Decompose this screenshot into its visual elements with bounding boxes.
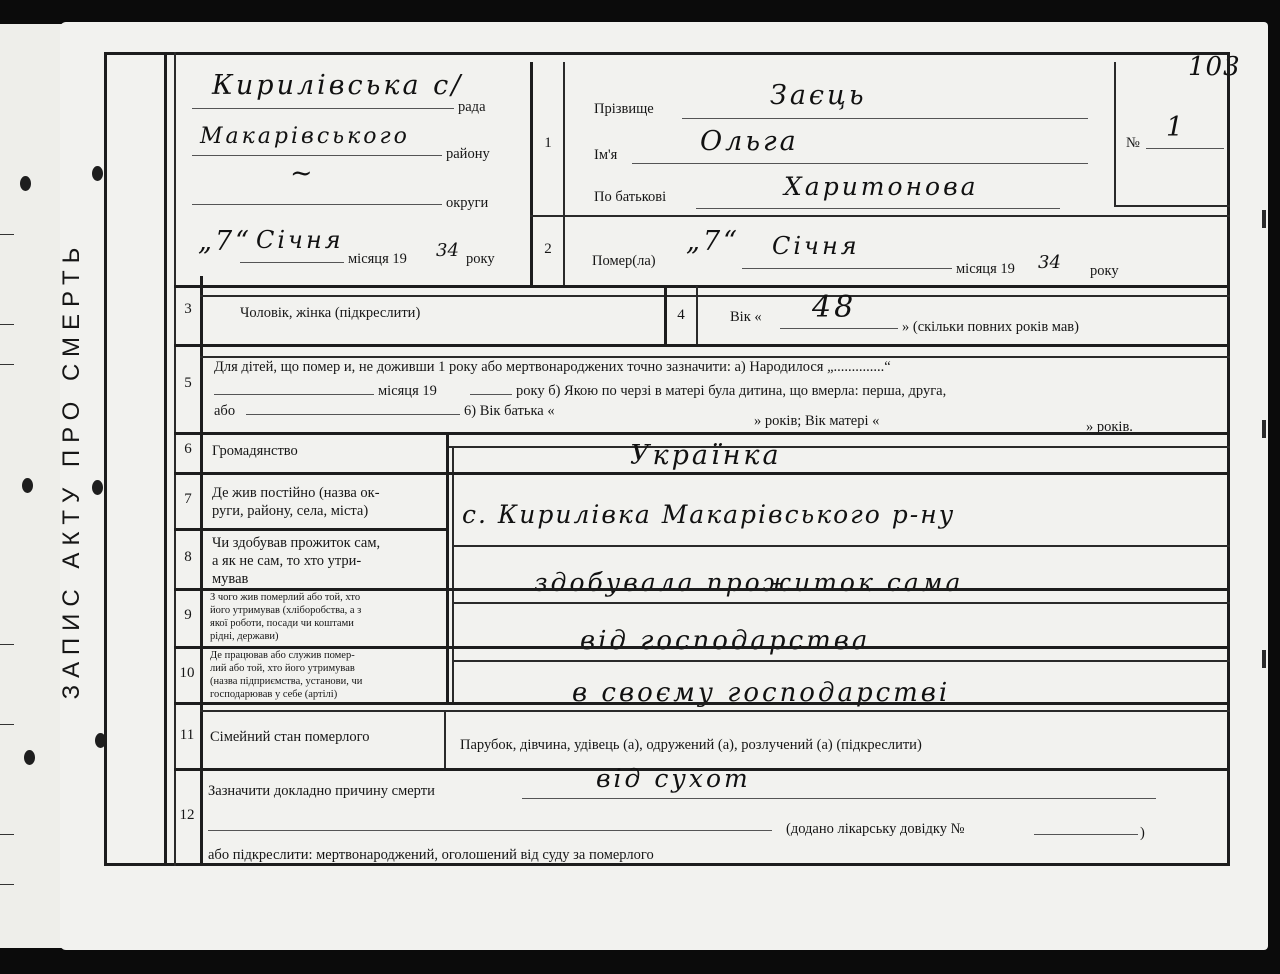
s5-blank: [246, 414, 460, 415]
cause-line: [208, 830, 772, 831]
page-number: 103: [1188, 52, 1241, 82]
citizenship-label: Громадянство: [212, 443, 298, 459]
title-column-border: [164, 52, 167, 866]
s5-or: або: [214, 403, 236, 419]
surname-line: [682, 118, 1088, 119]
date-year: 34: [436, 240, 459, 261]
okruga-label: округи: [446, 195, 489, 211]
cell-divider: [444, 710, 446, 768]
row-divider: [530, 215, 1230, 217]
row-divider: [200, 710, 1230, 712]
edge-mark: [1262, 650, 1266, 668]
section-number-7: 7: [184, 491, 192, 507]
residence-value: с. Кирилівка Макарівського р-ну: [462, 500, 956, 529]
cause-label: Зазначити докладно причину смерти: [208, 783, 435, 799]
patronymic-value: Харитонова: [784, 172, 979, 201]
died-day: „7“: [686, 226, 740, 257]
cell-divider: [664, 286, 667, 344]
livelihood-label: мував: [212, 571, 249, 587]
section-number-1: 1: [544, 135, 552, 151]
work-value: в своєму господарстві: [572, 678, 951, 708]
marital-options[interactable]: Парубок, дівчина, удівець (а), одружений (а), розлучений (а) (підкреслити): [460, 737, 922, 753]
work-label: лий або той, хто його утримував: [210, 663, 355, 674]
row-divider: [174, 432, 1230, 435]
previous-page-edge: [0, 24, 67, 948]
row-divider: [174, 588, 1230, 591]
cell-divider: [696, 286, 698, 344]
row-divider: [174, 528, 446, 531]
s5-years: » років; Вік матері «: [754, 413, 880, 429]
edge-mark: [1262, 210, 1266, 228]
row-divider: [452, 545, 1230, 547]
cause-line: [522, 798, 1156, 799]
header-divider: [530, 62, 533, 286]
council-label: рада: [458, 99, 486, 115]
row-divider: [174, 646, 1230, 649]
age-line: [780, 328, 898, 329]
row-divider: [174, 285, 1230, 288]
source-label: його утримував (хліборобства, а з: [210, 605, 362, 616]
section-number-6: 6: [184, 441, 192, 457]
binding-hole: [20, 176, 31, 191]
s5-month-label: місяця 19: [378, 383, 437, 399]
marital-label: Сімейний стан померлого: [210, 729, 370, 745]
patronymic-line: [696, 208, 1060, 209]
work-label: (назва підприємства, установи, чи: [210, 676, 363, 687]
s5-line2: року б) Якою по черзі в матері була дитина, що вмерла: перша, друга,: [516, 383, 947, 399]
s5-end: » років.: [1086, 419, 1133, 435]
row-divider: [448, 446, 1230, 448]
date-month-label: місяця 19: [348, 251, 407, 267]
header-number-divider: [563, 62, 565, 286]
district-label: району: [446, 146, 490, 162]
binding-hole: [22, 478, 33, 493]
okruga-value: ~: [290, 158, 316, 189]
source-label: З чого жив померлий або той, хто: [210, 592, 361, 603]
died-year-label: року: [1090, 263, 1119, 279]
value-column-border: [452, 446, 454, 702]
work-label: господарював у себе (артілі): [210, 689, 338, 700]
livelihood-label: а як не сам, то хто утри-: [212, 553, 362, 569]
s5-blank: [214, 394, 374, 395]
surname-label: Прізвище: [594, 101, 654, 117]
cause-value: від сухот: [596, 764, 751, 793]
died-month: Січня: [772, 232, 860, 260]
side-title: ЗАПИС АКТУ ПРО СМЕРТЬ: [58, 240, 85, 700]
name-label: Ім'я: [594, 147, 618, 163]
name-value: Ольга: [700, 126, 799, 157]
died-year: 34: [1038, 252, 1061, 273]
source-value: від господарства: [580, 626, 871, 656]
row-divider: [452, 660, 1230, 662]
district-line: [192, 155, 442, 156]
row-divider: [452, 602, 1230, 604]
form-number-bottom: [1114, 205, 1230, 207]
form-number-line: [1146, 148, 1224, 149]
number-column-border: [200, 276, 203, 866]
binding-hole: [92, 166, 103, 181]
form-number-divider: [1114, 62, 1116, 205]
died-label: Помер(ла): [592, 253, 656, 269]
section-number-4: 4: [677, 307, 685, 323]
binding-hole: [24, 750, 35, 765]
residence-label: Де жив постійно (назва ок-: [212, 485, 380, 501]
section-number-11: 11: [179, 727, 195, 743]
date-day: „7“: [198, 226, 252, 257]
row-divider: [174, 702, 1230, 705]
age-value: 48: [812, 290, 857, 325]
section-number-5: 5: [184, 375, 192, 391]
s5-line1: Для дітей, що помер и, не доживши 1 року або мертвонароджених точно зазначити: а) Народилося „..............“: [214, 359, 891, 375]
section-number-10: 10: [179, 665, 195, 681]
row-divider: [174, 472, 1230, 475]
section-number-9: 9: [184, 607, 192, 623]
died-month-label: місяця 19: [956, 261, 1015, 277]
age-suffix: » (скільки повних років мав): [902, 319, 1079, 335]
citizenship-value: Українка: [630, 440, 782, 471]
row-divider: [200, 295, 1230, 297]
source-label: якої роботи, посади чи коштами: [210, 618, 354, 629]
age-label: Вік «: [730, 309, 762, 325]
section-number-2: 2: [544, 241, 552, 257]
work-label: Де працював або служив помер-: [210, 650, 355, 661]
died-month-line: [742, 268, 952, 269]
form-number-value: 1: [1166, 112, 1187, 143]
council-line: [192, 108, 454, 109]
name-line: [632, 163, 1088, 164]
council-value: Кирилівська с/: [212, 70, 464, 101]
s5-blank: [470, 394, 512, 395]
section-number-12: 12: [179, 807, 195, 823]
sex-field[interactable]: Чоловік, жінка (підкреслити): [240, 305, 421, 321]
cause-certificate-end: ): [1140, 825, 1145, 841]
s5-father-age: 6) Вік батька «: [464, 403, 555, 419]
section-number-3: 3: [184, 301, 192, 317]
cause-alt[interactable]: або підкреслити: мертвонароджений, оголошений від суду за померлого: [208, 847, 654, 863]
residence-label: руги, району, села, міста): [212, 503, 369, 519]
row-divider: [174, 344, 1230, 347]
patronymic-label: По батькові: [594, 189, 667, 205]
certificate-number-line: [1034, 834, 1138, 835]
cause-certificate: (додано лікарську довідку №: [786, 821, 965, 837]
livelihood-value: здобувала прожиток сама: [534, 568, 964, 597]
source-label: рідні, держави): [210, 631, 279, 642]
date-line: [240, 262, 344, 263]
district-value: Макарівського: [200, 124, 410, 149]
form-number-label: №: [1126, 135, 1140, 151]
date-year-label: року: [466, 251, 495, 267]
edge-mark: [1262, 420, 1266, 438]
surname-value: Заєць: [770, 80, 867, 111]
livelihood-label: Чи здобував прожиток сам,: [212, 535, 381, 551]
date-month: Січня: [256, 226, 344, 254]
okruga-line: [192, 204, 442, 205]
section-number-8: 8: [184, 549, 192, 565]
